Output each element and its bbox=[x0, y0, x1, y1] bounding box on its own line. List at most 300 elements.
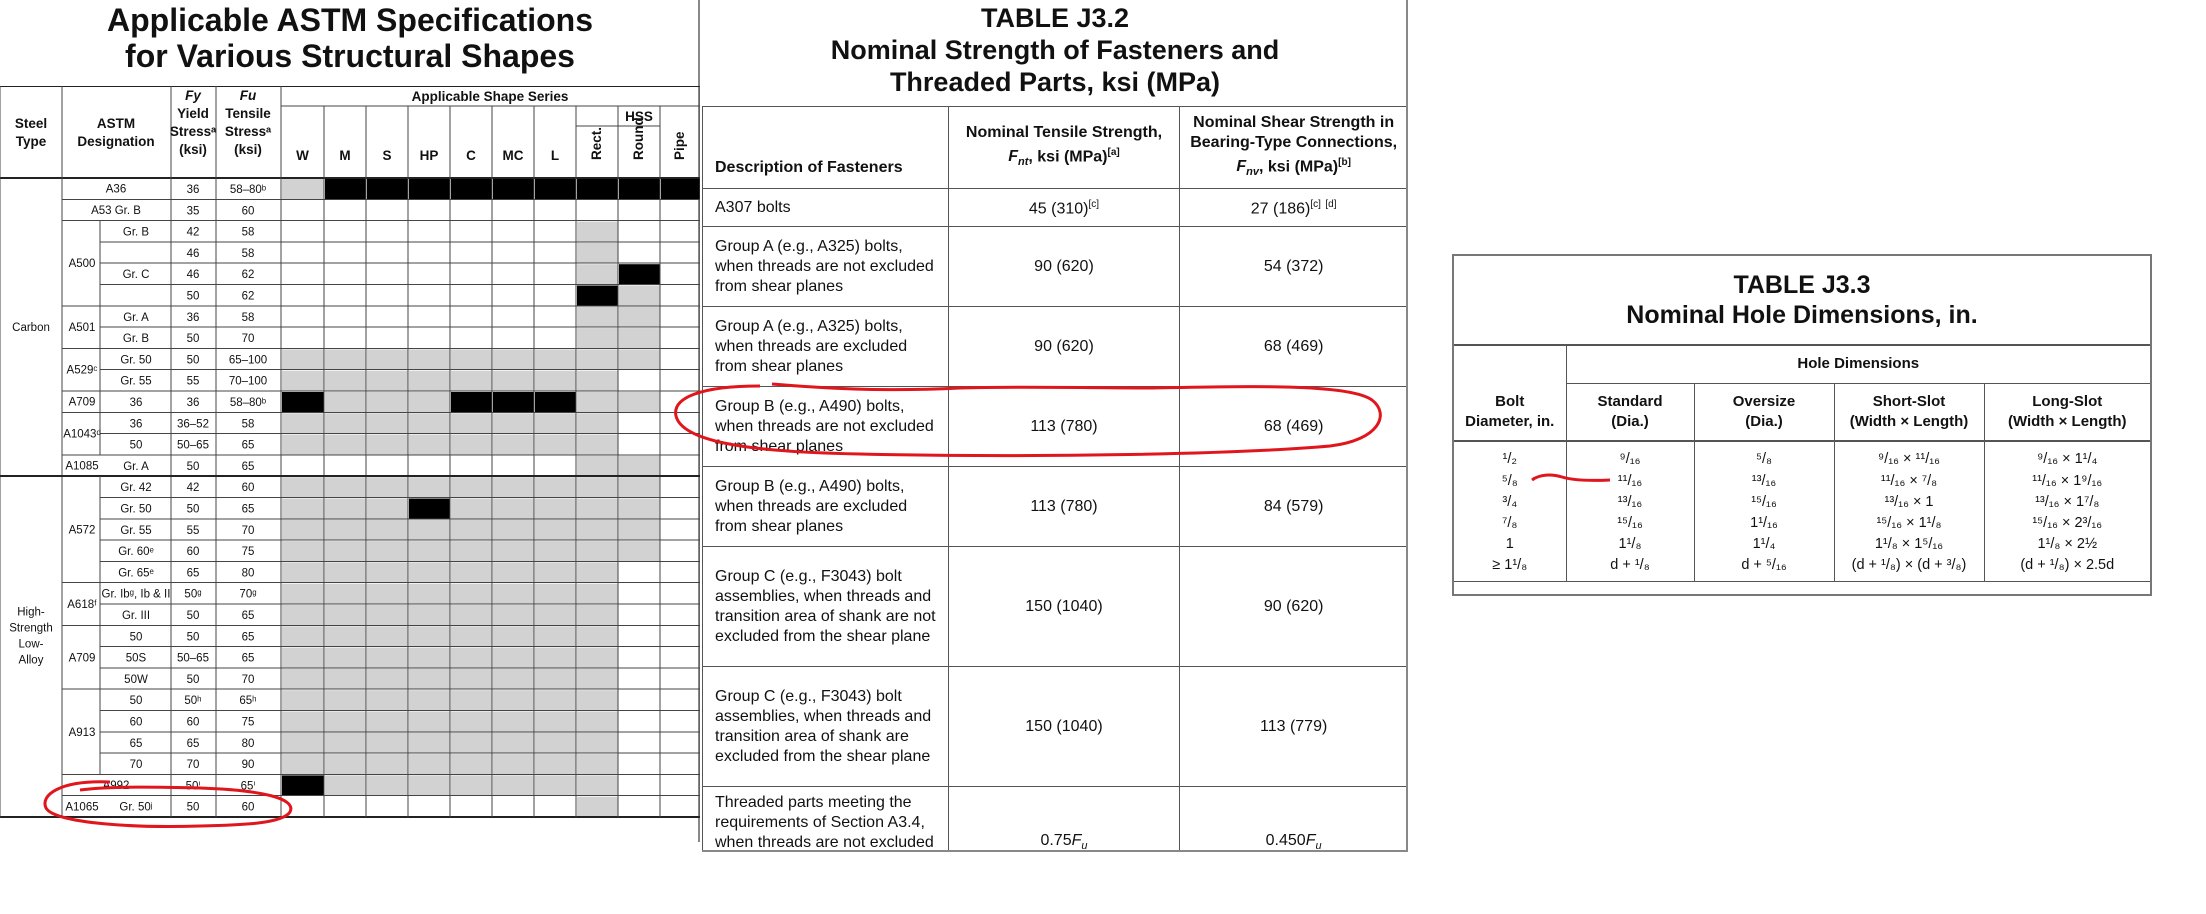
shape-cell-shade bbox=[367, 349, 408, 369]
header-fy-3: (ksi) bbox=[179, 142, 207, 157]
shape-cell-shade bbox=[493, 669, 534, 689]
shape-cell-shade bbox=[577, 584, 618, 604]
j33-cell: (d + ¹/₈) × 2.5d bbox=[1984, 554, 2150, 581]
j33-cell: 1¹/₈ × 1⁵/₁₆ bbox=[1834, 533, 1984, 554]
j33-col-bolt-1: Bolt bbox=[1495, 392, 1525, 410]
designation-a501: A501 bbox=[68, 322, 96, 335]
shape-cell-shade bbox=[282, 584, 324, 604]
table-j32-panel bbox=[702, 0, 1408, 852]
j32-shear-cell: 90 (620) bbox=[1180, 547, 1408, 667]
shape-cell-shade bbox=[493, 392, 534, 412]
fy-cell: 70 bbox=[186, 759, 200, 772]
shape-cell-shade bbox=[451, 605, 492, 625]
shape-cell-shade bbox=[409, 690, 450, 710]
shape-cell-shade bbox=[451, 392, 492, 412]
header-fu-symbol: Fu bbox=[239, 88, 257, 103]
j33-col-bolt-2: Diameter, in. bbox=[1465, 412, 1555, 430]
j32-col-tensile bbox=[948, 107, 1180, 189]
fy-cell: 42 bbox=[186, 482, 200, 495]
j32-title-line2: Nominal Strength of Fasteners and bbox=[830, 35, 1280, 65]
fy-cell: 46 bbox=[186, 269, 200, 282]
j33-cell: 1¹/₈ × 2½ bbox=[1984, 533, 2150, 554]
j32-tensile-cell: 90 (620) bbox=[948, 307, 1180, 387]
shape-cell-shade bbox=[325, 499, 366, 519]
j33-cell: ¹⁵/₁₆ bbox=[1566, 512, 1694, 533]
j32-shear-cell: 27 (186)[c] [d] bbox=[1180, 189, 1408, 227]
j33-cell: 1¹/₈ bbox=[1566, 533, 1694, 554]
shape-cell-shade bbox=[577, 179, 618, 199]
grade-cell: Gr. Ibᵍ, Ib & II bbox=[101, 588, 171, 601]
shape-cell-shade bbox=[409, 754, 450, 774]
shape-cell-shade bbox=[577, 562, 618, 582]
shape-cell-shade bbox=[409, 349, 450, 369]
shape-cell-shade bbox=[409, 413, 450, 433]
grade-cell: Gr. B bbox=[122, 226, 150, 239]
j33-hole-dims-header: Hole Dimensions bbox=[1566, 345, 2150, 383]
j32-title-line3: Threaded Parts, ksi (MPa) bbox=[889, 67, 1221, 97]
astm-title-line2: for Various Structural Shapes bbox=[125, 38, 575, 74]
shape-cell-shade bbox=[577, 499, 618, 519]
j33-cell: ¹⁵/₁₆ × 1¹/₈ bbox=[1834, 512, 1984, 533]
j32-tensile-cell: 150 (1040) bbox=[948, 667, 1180, 787]
shape-cell-shade bbox=[493, 733, 534, 753]
fy-cell: 50 bbox=[186, 333, 200, 346]
header-shape-rect: Rect. bbox=[589, 126, 604, 160]
shape-cell-shade bbox=[367, 754, 408, 774]
designation-a1065: A1065 bbox=[65, 801, 99, 814]
header-shape-series: Applicable Shape Series bbox=[411, 89, 569, 104]
j33-cell: ⁹/₁₆ bbox=[1566, 441, 1694, 470]
fu-cell: 58 bbox=[241, 418, 255, 431]
fu-cell: 65 bbox=[241, 460, 255, 473]
shape-cell-shade bbox=[493, 584, 534, 604]
header-astm-2: Designation bbox=[77, 134, 155, 149]
shape-cell-shade bbox=[577, 797, 618, 817]
grade-cell: 36 bbox=[129, 418, 143, 431]
shape-cell-shade bbox=[451, 541, 492, 561]
shape-cell-shade bbox=[577, 413, 618, 433]
shape-cell-shade bbox=[493, 626, 534, 646]
shape-cell-shade bbox=[535, 371, 576, 391]
designation-a53grb: A53 Gr. B bbox=[91, 204, 141, 217]
j33-blank-header bbox=[1454, 345, 1566, 383]
shape-cell-shade bbox=[535, 775, 576, 795]
j33-cell: (d + ¹/₈) × (d + ³/₈) bbox=[1834, 554, 1984, 581]
fu-cell: 70–100 bbox=[228, 375, 268, 388]
group-low: Low- bbox=[18, 638, 44, 651]
fy-cell: 36 bbox=[186, 311, 200, 324]
j33-title-line1: TABLE J3.3 bbox=[1733, 271, 1871, 299]
shape-cell-shade bbox=[577, 328, 618, 348]
designation-a1043: A1043ᵈ bbox=[63, 428, 101, 441]
shape-cell-shade bbox=[325, 371, 366, 391]
grade-cell: 50 bbox=[129, 439, 143, 452]
fu-cell: 58 bbox=[241, 247, 255, 260]
fy-cell: 36 bbox=[186, 397, 200, 409]
j32-tensile-cell: $0.75F_u$ bbox=[948, 787, 1180, 853]
fu-cell: 58 bbox=[241, 226, 255, 239]
j33-header-row bbox=[1454, 383, 2150, 441]
j32-row bbox=[703, 787, 1408, 853]
j33-cell: ¹¹/₁₆ bbox=[1566, 470, 1694, 491]
header-shape-pipe: Pipe bbox=[672, 131, 687, 160]
shape-cell-shade bbox=[577, 626, 618, 646]
fy-cell: 50 bbox=[186, 503, 200, 516]
group-strength: Strength bbox=[9, 622, 53, 635]
shape-cell-shade bbox=[409, 179, 450, 199]
shape-cell-shade bbox=[282, 477, 324, 497]
j32-desc-cell: Group A (e.g., A325) bolts, when threads are not excluded from shear planes bbox=[703, 227, 949, 307]
shape-cell-shade bbox=[325, 477, 366, 497]
shape-cell-shade bbox=[367, 499, 408, 519]
shape-cell-shade bbox=[367, 179, 408, 199]
j33-cell: ¹/₂ bbox=[1454, 441, 1566, 470]
shape-cell-shade bbox=[325, 520, 366, 540]
shape-cell-shade bbox=[282, 733, 324, 753]
fu-cell: 65–100 bbox=[228, 354, 268, 367]
shape-cell-shade bbox=[493, 413, 534, 433]
j32-col-shear bbox=[1180, 107, 1408, 189]
shape-cell-shade bbox=[409, 371, 450, 391]
shape-cell-shade bbox=[619, 307, 660, 327]
group-high: High- bbox=[17, 606, 45, 619]
shape-cell-shade bbox=[409, 605, 450, 625]
shape-cell-shade bbox=[282, 541, 324, 561]
shape-cell-shade bbox=[325, 541, 366, 561]
j32-tensile-cell: 113 (780) bbox=[948, 387, 1180, 467]
shape-cell-shade bbox=[577, 712, 618, 732]
shape-cell-shade bbox=[282, 499, 324, 519]
shape-cell-shade bbox=[367, 733, 408, 753]
designation-a709: A709 bbox=[68, 652, 96, 665]
group-alloy: Alloy bbox=[18, 654, 44, 667]
grade-cell: Gr. C bbox=[122, 269, 150, 282]
j33-cell: ¹³/₁₆ × 1 bbox=[1834, 491, 1984, 512]
j32-desc-cell: Group C (e.g., F3043) bolt assemblies, when threads and transition area of shank are not excluded from the shear plane bbox=[703, 547, 949, 667]
j33-cell: ¹¹/₁₆ × ⁷/₈ bbox=[1834, 470, 1984, 491]
shape-cell-shade bbox=[325, 626, 366, 646]
fy-cell: 50 bbox=[186, 673, 200, 686]
shape-cell-shade bbox=[282, 179, 324, 199]
j33-cell: ¹³/₁₆ bbox=[1694, 470, 1834, 491]
j33-col-long-slot bbox=[1984, 383, 2150, 441]
j32-tensile-cell: 90 (620) bbox=[948, 227, 1180, 307]
designation-a529: A529ᶜ bbox=[66, 364, 98, 377]
j33-row bbox=[1454, 491, 2150, 512]
shape-cell-shade bbox=[409, 733, 450, 753]
j32-row bbox=[703, 227, 1408, 307]
j33-row bbox=[1454, 470, 2150, 491]
shape-cell-shade bbox=[577, 222, 618, 242]
shape-cell-shade bbox=[493, 371, 534, 391]
shape-cell-shade bbox=[367, 371, 408, 391]
fu-cell: 58 bbox=[241, 311, 255, 324]
fu-cell: 65ʰ bbox=[239, 695, 257, 708]
fu-cell: 65 bbox=[241, 610, 255, 622]
shape-cell-shade bbox=[577, 775, 618, 795]
fy-cell: 50 bbox=[186, 631, 200, 644]
j33-cell: ¹⁵/₁₆ × 2³/₁₆ bbox=[1984, 512, 2150, 533]
fu-cell: 65 bbox=[241, 439, 255, 452]
grade-cell: 70 bbox=[129, 759, 143, 772]
fy-cell: 50ʰ bbox=[184, 695, 202, 708]
j33-cell: ³/₄ bbox=[1502, 493, 1518, 510]
fu-cell: 90 bbox=[241, 759, 255, 772]
shape-cell-shade bbox=[493, 754, 534, 774]
j33-col-standard-1: Standard bbox=[1597, 392, 1663, 410]
shape-cell-shade bbox=[325, 775, 366, 795]
shape-cell-shade bbox=[367, 541, 408, 561]
shape-cell-shade bbox=[577, 243, 618, 263]
header-shape-round: Round bbox=[631, 117, 646, 160]
j33-col-long-slot-2: (Width × Length) bbox=[2007, 412, 2127, 430]
shape-cell-shade bbox=[535, 712, 576, 732]
header-shape-m: M bbox=[339, 148, 351, 163]
j33-cell: ⁵/₈ bbox=[1501, 472, 1518, 489]
group-carbon: Carbon bbox=[12, 322, 50, 335]
shape-cell-shade bbox=[535, 541, 576, 561]
shape-cell-shade bbox=[367, 775, 408, 795]
j32-desc-cell: Group B (e.g., A490) bolts, when threads are excluded from shear planes bbox=[703, 467, 949, 547]
shape-cell-shade bbox=[577, 520, 618, 540]
shape-cell-shade bbox=[367, 392, 408, 412]
j32-table bbox=[702, 106, 1408, 852]
shape-cell-shade bbox=[493, 477, 534, 497]
shape-cell-shade bbox=[451, 413, 492, 433]
shape-cell-shade bbox=[367, 584, 408, 604]
header-shape-l: L bbox=[550, 148, 560, 163]
shape-cell-shade bbox=[451, 179, 492, 199]
j33-table bbox=[1454, 344, 2150, 582]
j33-row bbox=[1454, 554, 2150, 581]
fy-cell: 50 bbox=[186, 610, 200, 622]
shape-cell-shade bbox=[282, 520, 324, 540]
shape-cell-shade bbox=[577, 349, 618, 369]
shape-cell-shade bbox=[535, 477, 576, 497]
shape-cell-shade bbox=[577, 754, 618, 774]
grade-cell: Gr. III bbox=[121, 610, 151, 622]
shape-cell-shade bbox=[282, 435, 324, 455]
shape-cell-shade bbox=[535, 605, 576, 625]
shape-cell-shade bbox=[325, 562, 366, 582]
shape-cell-shade bbox=[325, 179, 366, 199]
fy-cell: 60 bbox=[186, 546, 200, 559]
j32-desc-cell: Group A (e.g., A325) bolts, when threads are excluded from shear planes bbox=[703, 307, 949, 387]
shape-cell-shade bbox=[577, 371, 618, 391]
shape-cell-shade bbox=[367, 690, 408, 710]
astm-table bbox=[0, 86, 700, 842]
shape-cell-shade bbox=[619, 264, 660, 284]
shape-cell-shade bbox=[451, 712, 492, 732]
j32-desc-cell: Group C (e.g., F3043) bolt assemblies, when threads and transition area of shank are excluded from the shear plane bbox=[703, 667, 949, 787]
shape-cell-shade bbox=[493, 349, 534, 369]
j32-col-tensile-sym: $F_{nt}$, ksi (MPa)[a] bbox=[1008, 146, 1120, 169]
fu-cell: 62 bbox=[241, 269, 255, 282]
shape-cell-shade bbox=[619, 456, 660, 476]
grade-cell: 65 bbox=[129, 737, 143, 750]
shape-cell-shade bbox=[619, 392, 660, 412]
grade-cell: 50S bbox=[125, 652, 147, 665]
j33-col-standard bbox=[1566, 383, 1694, 441]
shape-cell-shade bbox=[535, 392, 576, 412]
grade-cell: Gr. 50 bbox=[120, 354, 152, 367]
shape-cell-shade bbox=[619, 328, 660, 348]
j33-title bbox=[1454, 270, 2150, 330]
j33-cell: ¹⁵/₁₆ bbox=[1694, 491, 1834, 512]
j33-cell: ¹³/₁₆ × 1⁷/₈ bbox=[1984, 491, 2150, 512]
j33-title-line2: Nominal Hole Dimensions, in. bbox=[1626, 301, 1978, 329]
designation-a618: A618ᶠ bbox=[67, 599, 97, 611]
fy-cell: 50 bbox=[186, 801, 200, 814]
designation-a36: A36 bbox=[105, 183, 127, 196]
shape-cell-shade bbox=[451, 690, 492, 710]
shape-cell-shade bbox=[577, 264, 618, 284]
shape-cell-shade bbox=[325, 584, 366, 604]
shape-cell-shade bbox=[409, 435, 450, 455]
fu-cell: 65 bbox=[241, 503, 255, 516]
fu-cell: 65 bbox=[241, 631, 255, 644]
shape-cell-shade bbox=[619, 349, 660, 369]
shape-cell-shade bbox=[409, 775, 450, 795]
fy-cell: 50ᵍ bbox=[184, 588, 202, 601]
shape-cell-shade bbox=[451, 520, 492, 540]
j32-tensile-cell: 45 (310)[c] bbox=[948, 189, 1180, 227]
j33-cell: 1¹/₁₆ bbox=[1694, 512, 1834, 533]
shape-cell-shade bbox=[282, 626, 324, 646]
j33-cell: ¹³/₁₆ bbox=[1566, 491, 1694, 512]
j33-col-oversize-2: (Dia.) bbox=[1745, 412, 1783, 430]
j32-desc-cell: A307 bolts bbox=[703, 189, 949, 227]
shape-cell-shade bbox=[493, 605, 534, 625]
shape-cell-shade bbox=[325, 690, 366, 710]
shape-cell-shade bbox=[535, 179, 576, 199]
j32-shear-cell: 84 (579) bbox=[1180, 467, 1408, 547]
shape-cell-shade bbox=[493, 435, 534, 455]
shape-cell-shade bbox=[367, 626, 408, 646]
j33-row bbox=[1454, 441, 2150, 470]
header-shape-w: W bbox=[296, 148, 309, 163]
shape-cell-shade bbox=[535, 648, 576, 668]
shape-cell-shade bbox=[535, 669, 576, 689]
shape-cell-shade bbox=[409, 669, 450, 689]
shape-cell-shade bbox=[367, 435, 408, 455]
shape-cell-shade bbox=[282, 371, 324, 391]
designation-a500: A500 bbox=[68, 258, 96, 271]
fy-cell: 65 bbox=[186, 567, 200, 580]
shape-cell-shade bbox=[325, 754, 366, 774]
fy-cell: 55 bbox=[186, 375, 200, 388]
shape-cell-shade bbox=[325, 669, 366, 689]
shape-cell-shade bbox=[282, 562, 324, 582]
shape-cell-shade bbox=[619, 499, 660, 519]
j33-col-oversize-1: Oversize bbox=[1732, 392, 1796, 410]
shape-cell-shade bbox=[535, 435, 576, 455]
shape-cell-shade bbox=[451, 754, 492, 774]
grade-cell: Gr. 50ʲ bbox=[119, 801, 153, 814]
shape-cell-shade bbox=[409, 648, 450, 668]
table-j33-panel bbox=[1452, 254, 2152, 596]
header-fy-1: Yield bbox=[177, 106, 209, 121]
grade-cell: Gr. A bbox=[123, 311, 149, 324]
fy-cell: 42 bbox=[186, 226, 200, 239]
shape-cell-shade bbox=[493, 562, 534, 582]
header-shape-hp: HP bbox=[419, 148, 439, 163]
j32-row bbox=[703, 467, 1408, 547]
shape-cell-shade bbox=[577, 307, 618, 327]
header-shape-s: S bbox=[382, 148, 392, 163]
grade-cell: 36 bbox=[129, 397, 143, 409]
fu-cell: 65ⁱ bbox=[240, 780, 256, 793]
shape-cell-shade bbox=[325, 413, 366, 433]
shape-cell-shade bbox=[577, 456, 618, 476]
j32-desc-cell: Group B (e.g., A490) bolts, when threads are not excluded from shear planes bbox=[703, 387, 949, 467]
j32-title-line1: TABLE J3.2 bbox=[980, 3, 1130, 33]
j32-header-row bbox=[703, 107, 1408, 189]
fu-cell: 70ᵍ bbox=[239, 588, 257, 601]
shape-cell-shade bbox=[619, 477, 660, 497]
shape-cell-shade bbox=[535, 413, 576, 433]
designation-a992: A992 bbox=[102, 780, 130, 793]
shape-cell-shade bbox=[451, 669, 492, 689]
fy-cell: 35 bbox=[186, 205, 200, 218]
fu-cell: 58–80ᵇ bbox=[229, 184, 267, 196]
fu-cell: 70 bbox=[241, 333, 255, 346]
j32-shear-cell: $0.450F_u$ bbox=[1180, 787, 1408, 853]
shape-cell-shade bbox=[619, 286, 660, 306]
shape-cell-shade bbox=[451, 648, 492, 668]
shape-cell-shade bbox=[493, 648, 534, 668]
shape-cell-shade bbox=[451, 499, 492, 519]
fu-cell: 70 bbox=[241, 524, 255, 537]
shape-cell-shade bbox=[325, 733, 366, 753]
shape-cell-shade bbox=[282, 712, 324, 732]
shape-cell-shade bbox=[451, 626, 492, 646]
grade-cell: 50 bbox=[129, 631, 143, 644]
j33-row bbox=[1454, 512, 2150, 533]
shape-cell-shade bbox=[409, 541, 450, 561]
header-fy-symbol: Fy bbox=[185, 88, 201, 103]
fu-cell: 80 bbox=[241, 737, 255, 750]
j32-tensile-cell: 113 (780) bbox=[948, 467, 1180, 547]
fy-cell: 60 bbox=[186, 716, 200, 729]
shape-cell-shade bbox=[367, 605, 408, 625]
j32-col-shear-label: Nominal Shear Strength in Bearing-Type Connections, bbox=[1190, 113, 1398, 151]
header-fy-2: Stressᵃ bbox=[169, 124, 217, 139]
j32-shear-cell: 68 (469) bbox=[1180, 307, 1408, 387]
header-fu-2: Stressᵃ bbox=[224, 124, 272, 139]
shape-cell-shade bbox=[451, 477, 492, 497]
shape-cell-shade bbox=[535, 520, 576, 540]
j32-shear-cell: 113 (779) bbox=[1180, 667, 1408, 787]
shape-cell-shade bbox=[282, 392, 324, 412]
shape-cell-shade bbox=[577, 477, 618, 497]
grade-cell: Gr. 65ᵉ bbox=[118, 567, 154, 580]
shape-cell-shade bbox=[535, 349, 576, 369]
fu-cell: 62 bbox=[241, 290, 255, 303]
shape-cell-shade bbox=[367, 477, 408, 497]
grade-cell: 50W bbox=[124, 673, 148, 686]
shape-cell-shade bbox=[282, 605, 324, 625]
j32-tensile-cell: 150 (1040) bbox=[948, 547, 1180, 667]
fu-cell: 75 bbox=[241, 546, 255, 559]
grade-cell: Gr. A bbox=[123, 460, 149, 473]
shape-cell-shade bbox=[325, 435, 366, 455]
j33-cell: ⁵/₈ bbox=[1694, 441, 1834, 470]
shape-cell-shade bbox=[451, 562, 492, 582]
shape-cell-shade bbox=[535, 733, 576, 753]
shape-cell-shade bbox=[282, 349, 324, 369]
shape-cell-shade bbox=[367, 413, 408, 433]
